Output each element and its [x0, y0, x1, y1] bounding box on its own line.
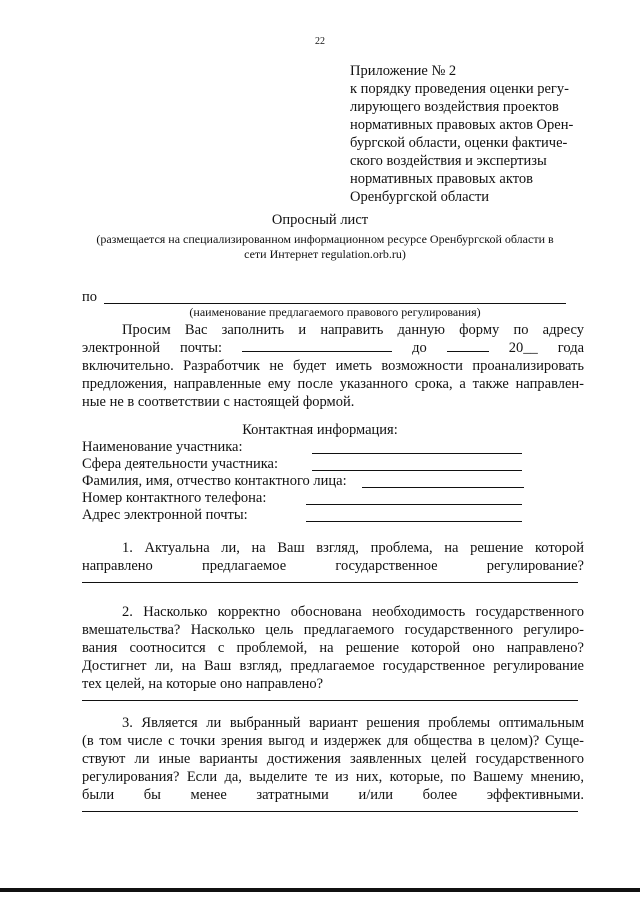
request-line-3: включительно. Разработчик не будет иметь возможности проанализировать [82, 358, 584, 374]
request-word: Просим [122, 322, 171, 338]
question-3-line: 3. Является ли выбранный вариант решения проблемы оптимальным [122, 715, 584, 731]
question-2-answer-field[interactable] [82, 700, 578, 701]
request-line-4: предложения, направленные ему после указанного срока, а также направлен- [82, 376, 584, 392]
regulation-name-field[interactable] [104, 303, 566, 304]
page-number: 22 [315, 36, 325, 47]
participant-activity-field[interactable] [312, 470, 522, 471]
phone-label: Номер контактного телефона: [82, 490, 267, 506]
annex-header [350, 62, 600, 206]
participant-activity-label: Сфера деятельности участника: [82, 456, 279, 472]
request-word: направить данную форму по адресу [320, 322, 585, 338]
document-title: Опросный лист [271, 212, 369, 228]
subtitle-line: (размещается на специализированном информационном ресурсе Оренбургской области в [96, 232, 554, 246]
request-line-2 [82, 339, 584, 357]
annex-line: ского воздействия и экспертизы [350, 153, 547, 169]
request-word: Вас [184, 322, 208, 338]
annex-line: нормативных правовых актов Орен- [350, 117, 574, 133]
document-subtitle [60, 232, 590, 262]
annex-line: к порядку проведения оценки регу- [350, 81, 569, 97]
contact-person-label: Фамилия, имя, отчество контактного лица: [82, 473, 347, 489]
year-label: года [557, 340, 585, 356]
subtitle-line: сети Интернет regulation.orb.ru) [244, 247, 406, 261]
annex-line: Приложение № 2 [350, 63, 457, 79]
deadline-date-field[interactable] [447, 339, 489, 352]
question-2-line: Достигнет ли, на Ваш взгляд, предлагаемое государственное регулирование [82, 658, 584, 674]
question-2-line: вмешательства? Насколько цель предлагаемого государственного регулиро- [82, 622, 584, 638]
request-line-5: ные не в соответствии с настоящей формой. [82, 394, 355, 410]
contact-person-field[interactable] [362, 487, 524, 488]
question-3-line: (в том числе с точки зрения выгод и издержек для общества в целом)? Суще- [82, 733, 584, 749]
question-3-line: были бы менее затратными и/или более эффективными. [82, 787, 584, 803]
contact-info-heading: Контактная информация: [242, 422, 398, 438]
question-2-line: 2. Насколько корректно обоснована необходимость государственного [122, 604, 584, 620]
scan-edge-bar [0, 888, 640, 892]
annex-line: Оренбургской области [350, 189, 490, 205]
deadline-year-field[interactable]: 20__ [508, 340, 538, 356]
po-label: по [82, 289, 98, 305]
participant-name-field[interactable] [312, 453, 522, 454]
question-2-line: вания соотносится с проблемой, на решение которой оно направлено? [82, 640, 584, 656]
until-label: до [412, 340, 427, 356]
question-2-line: тех целей, на которые оно направлено? [82, 676, 324, 692]
question-3-line: ствуют ли иные варианты достижения заявленных целей государственного [82, 751, 584, 767]
question-3-answer-field[interactable] [82, 811, 578, 812]
question-1-line: 1. Актуальна ли, на Ваш взгляд, проблема, на решение которой [122, 540, 584, 556]
email-label: электронной почты: [82, 340, 223, 356]
request-line-1 [82, 321, 584, 339]
question-3-line: регулирования? Если да, выделите те из них, которые, по Вашему мнению, [82, 769, 584, 785]
contact-email-field[interactable] [306, 521, 522, 522]
question-1-answer-field[interactable] [82, 582, 578, 583]
question-1-line: направлено предлагаемое государственное регулирование? [82, 558, 584, 574]
annex-line: лирующего воздействия проектов [350, 99, 559, 115]
phone-field[interactable] [306, 504, 522, 505]
annex-line: нормативных правовых актов [350, 171, 533, 187]
annex-line: бургской области, оценки фактиче- [350, 135, 568, 151]
participant-name-label: Наименование участника: [82, 439, 243, 455]
regulation-name-caption: (наименование предлагаемого правового регулирования) [189, 305, 481, 319]
request-word: и [298, 322, 307, 338]
request-word: заполнить [221, 322, 285, 338]
email-address-field[interactable] [242, 339, 392, 352]
contact-email-label: Адрес электронной почты: [82, 507, 248, 523]
